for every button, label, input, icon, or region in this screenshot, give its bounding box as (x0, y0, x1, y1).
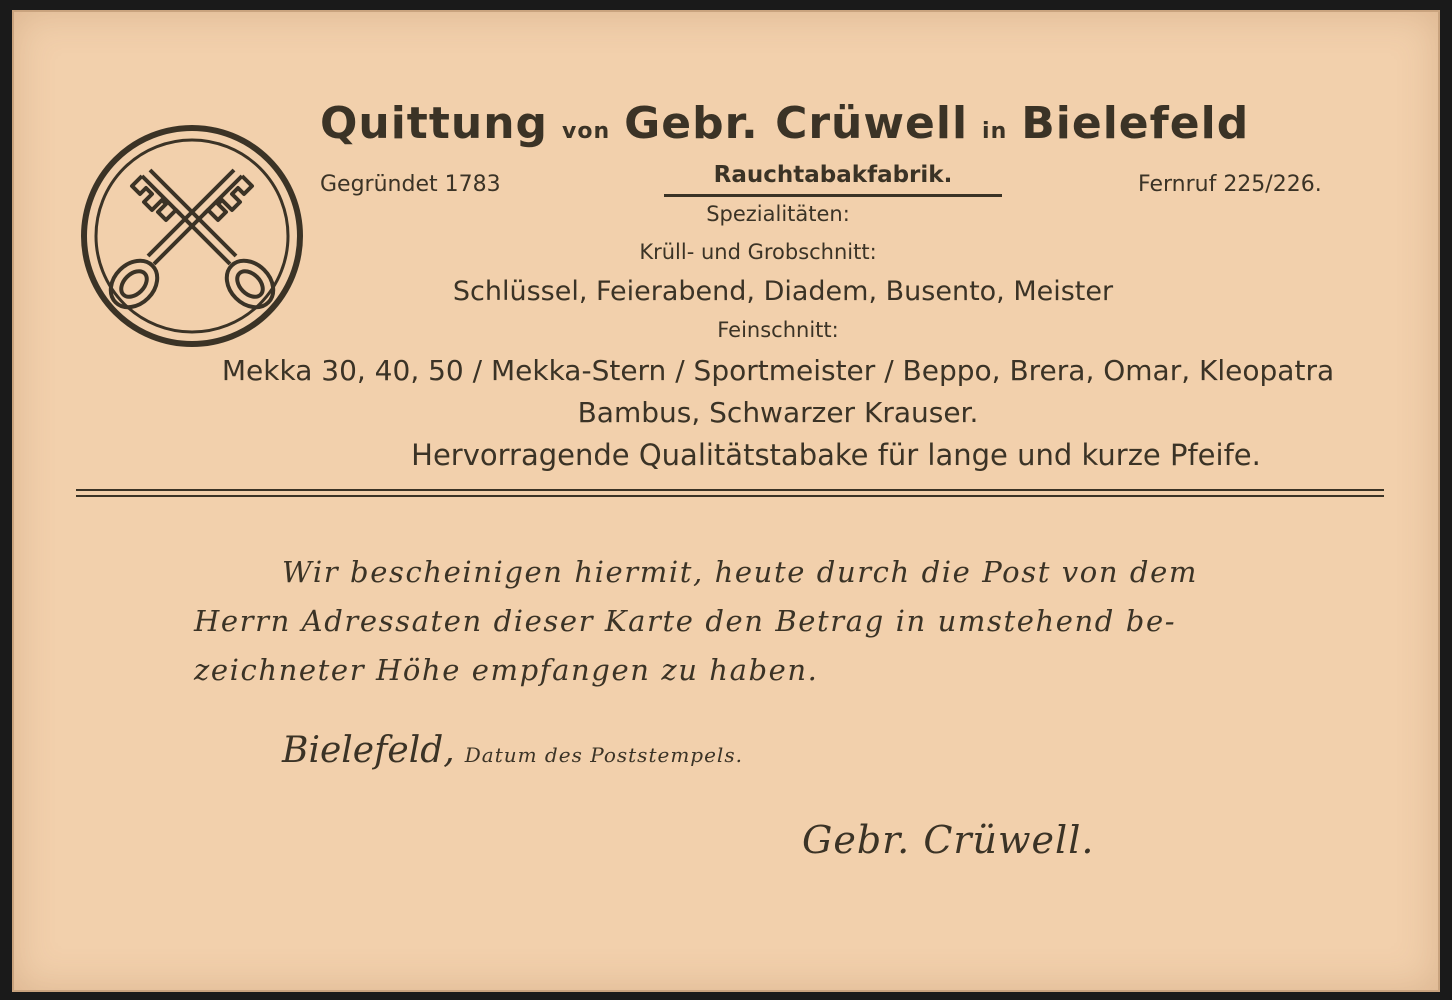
divider-top (76, 489, 1384, 491)
crossed-keys-icon (80, 124, 304, 348)
receipt-card (12, 10, 1440, 992)
fine-cut-brands-2: Bambus, Schwarzer Krauser. (577, 396, 979, 429)
title-city: Bielefeld (1021, 98, 1250, 149)
title-company: Gebr. Crüwell (624, 98, 969, 149)
phone-number: Fernruf 225/226. (1138, 172, 1322, 197)
fine-cut-brands-1: Mekka 30, 40, 50 / Mekka-Stern / Sportmeister / Beppo, Brera, Omar, Kleopatra (221, 354, 1335, 387)
factory-type: Rauchtabakfabrik. (664, 162, 1002, 197)
place-date (282, 730, 743, 771)
statement-line-2: Herrn Adressaten dieser Karte den Betrag in umstehend be- (194, 604, 1177, 638)
title-word-quittung: Quittung (320, 98, 549, 149)
statement-line-3: zeichneter Höhe empfangen zu haben. (194, 653, 819, 687)
receipt-statement (194, 548, 1234, 695)
specialties-heading: Spezialitäten: (706, 202, 850, 226)
title-word-in: in (982, 119, 1008, 144)
coarse-cut-heading: Krüll- und Grobschnitt: (639, 240, 877, 264)
founded-year: Gegründet 1783 (320, 172, 501, 197)
divider-bottom (76, 495, 1384, 497)
place-name: Bielefeld, (282, 730, 455, 771)
statement-line-1: Wir bescheinigen hiermit, heute durch die Post von dem (282, 555, 1198, 589)
title-word-von: von (562, 119, 611, 144)
coarse-cut-brands: Schlüssel, Feierabend, Diadem, Busento, Meister (452, 276, 1114, 307)
date-note: Datum des Poststempels. (464, 743, 743, 767)
fine-cut-heading: Feinschnitt: (717, 318, 839, 342)
tagline: Hervorragende Qualitätstabake für lange und kurze Pfeife. (411, 438, 1261, 472)
receipt-title (320, 98, 1360, 149)
signature: Gebr. Crüwell. (802, 818, 1095, 862)
